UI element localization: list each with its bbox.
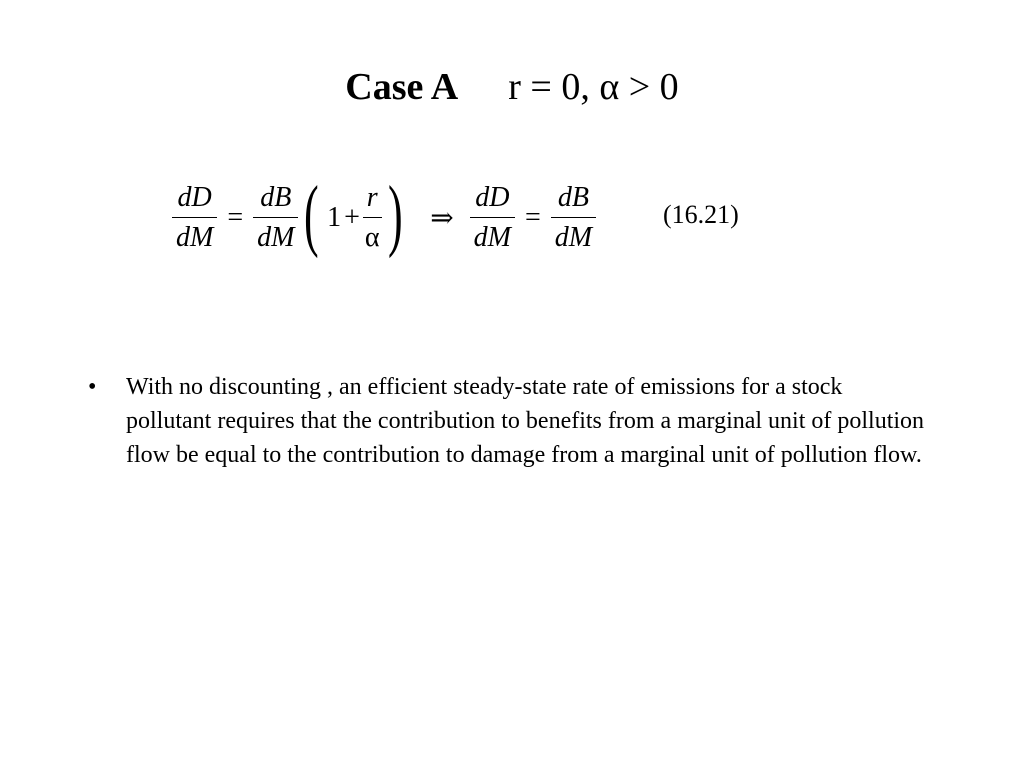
equals-sign: = [525,202,541,233]
equation-16-21 [172,172,596,264]
fraction-bar [172,217,217,218]
constant-one: 1 [327,202,342,233]
right-paren: ) [387,171,403,259]
denominator: dM [257,222,295,253]
case-label: Case A [345,66,459,108]
equals-sign: = [227,202,244,233]
fraction-bar [363,217,382,218]
numerator: r [366,182,378,213]
fraction-dB-dM-result [551,181,596,255]
fraction-dD-dM [172,181,217,255]
numerator: dD [177,182,212,213]
numerator: dB [260,182,292,213]
denominator: dM [473,222,511,253]
bullet-list [88,370,928,472]
numerator: dB [557,182,590,213]
bullet-text: With no discounting , an efficient steady-state rate of emissions for a stock pollutant requires that the contribution to benefits from a marginal unit of pollution flow be equal to the contribution to damage from a marginal unit of pollution flow. [126,374,925,468]
numerator: dD [475,182,510,213]
fraction-bar [253,217,298,218]
denominator: dM [554,222,593,253]
fraction-r-alpha [363,181,382,255]
bullet-item [88,370,928,472]
plus-sign: + [344,202,360,233]
fraction-dB-dM [253,181,298,255]
slide-title [0,64,1024,110]
fraction-dD-dM-result [470,181,515,255]
denominator: α [364,222,380,253]
fraction-bar [551,217,596,218]
implies-arrow: ⇒ [430,203,454,234]
equation-number: (16.21) [663,200,739,229]
denominator: dM [176,222,214,253]
bullet-marker: • [88,374,97,400]
case-condition: r = 0, α > 0 [508,66,679,108]
fraction-bar [470,217,515,218]
left-paren: ( [304,171,320,259]
